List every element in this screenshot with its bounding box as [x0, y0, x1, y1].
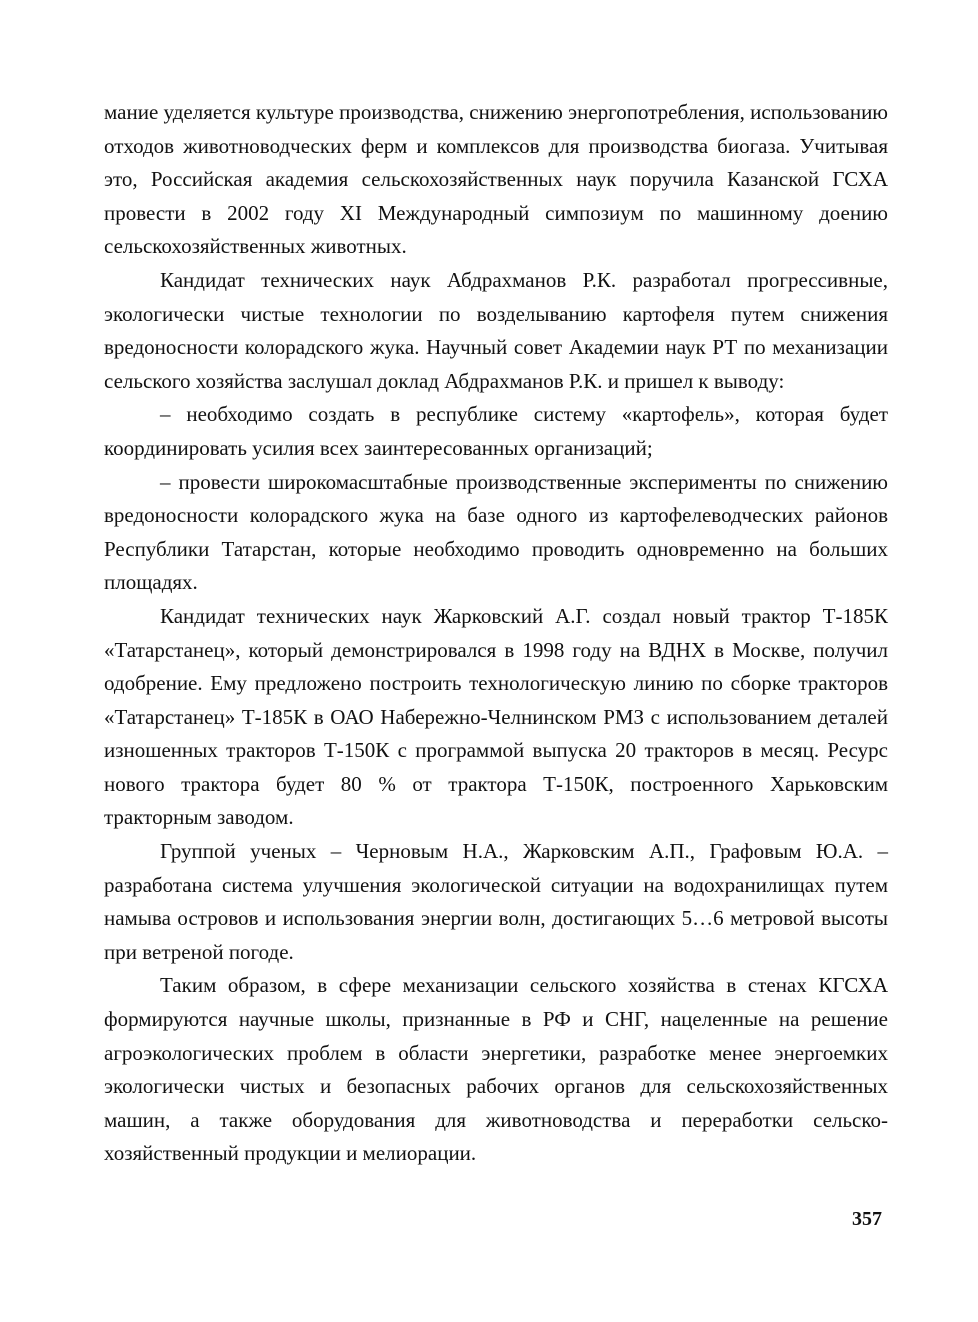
paragraph-zharkovsky: Кандидат технических наук Жарковский А.Г. создал новый трактор Т-185К «Татарстанец», который демонстрировался в 1998 году на ВДНХ в Москве, получил одобрение. Ему предложено построить технологическую линию по сборке тракторов «Татарстанец» Т-185К в ОАО Набережно-Челнинском РМЗ с использованием деталей изношенных тракторов Т-150К с программой выпуска 20 тракторов в месяц. Ресурс нового трактора будет 80 % от трактора Т-150К, построенного Харьковским тракторным заводом.: [104, 603, 888, 830]
paragraph-continuation: мание уделяется культуре производства, снижению энергопотребления, использованию отходов животноводческих ферм и комплексов для производства биогаза. Учитывая это, Российская академия сельскохозяйственных наук поручила Казанской ГСХА провести в 2002 году XI Международный симпозиум по машинному доению сельскохозяйственных животных.: [104, 100, 888, 259]
page-number: 357: [852, 1208, 882, 1230]
paragraph-abdrakhmanov: Кандидат технических наук Абдрахманов Р.К. разработал прогрессивные, экологически чистые технологии по возделыванию картофеля путем снижения вредоносности колорадского жука. Научный совет Академии наук РТ по механизации сельского хозяйства заслушал доклад Абдрахманов Р.К. и пришел к выводу:: [104, 267, 888, 393]
paragraph-scientists-group: Группой ученых – Черновым Н.А., Жарковским А.П., Графовым Ю.А. – разработана система улучшения экологической ситуации на водохранилищах путем намыва островов и использования энергии волн, достигающих 5…6 метровой высоты при ветреной погоде.: [104, 839, 888, 964]
list-item-potato-system: – необходимо создать в республике систему «картофель», которая будет координировать усилия всех заинтересованных организаций;: [104, 402, 888, 460]
paragraph-conclusion: Таким образом, в сфере механизации сельского хозяйства в стенах КГСХА формируются научные школы, признанные в РФ и СНГ, нацеленные на решение агроэкологических проблем в области энергетики, разработке менее энергоемких экологически чистых и безопасных рабочих органов для сельскохозяйственных машин, а также оборудования для животноводства и переработки сельскохозяйственный продукции и мелиорации.: [104, 973, 888, 1166]
list-item-experiments: – провести широкомасштабные производственные эксперименты по снижению вредоносности колорадского жука на базе одного из картофелеводческих районов Республики Татарстан, которые необходимо проводить одновременно на больших площадях.: [104, 469, 888, 595]
body-text: [104, 96, 888, 1171]
